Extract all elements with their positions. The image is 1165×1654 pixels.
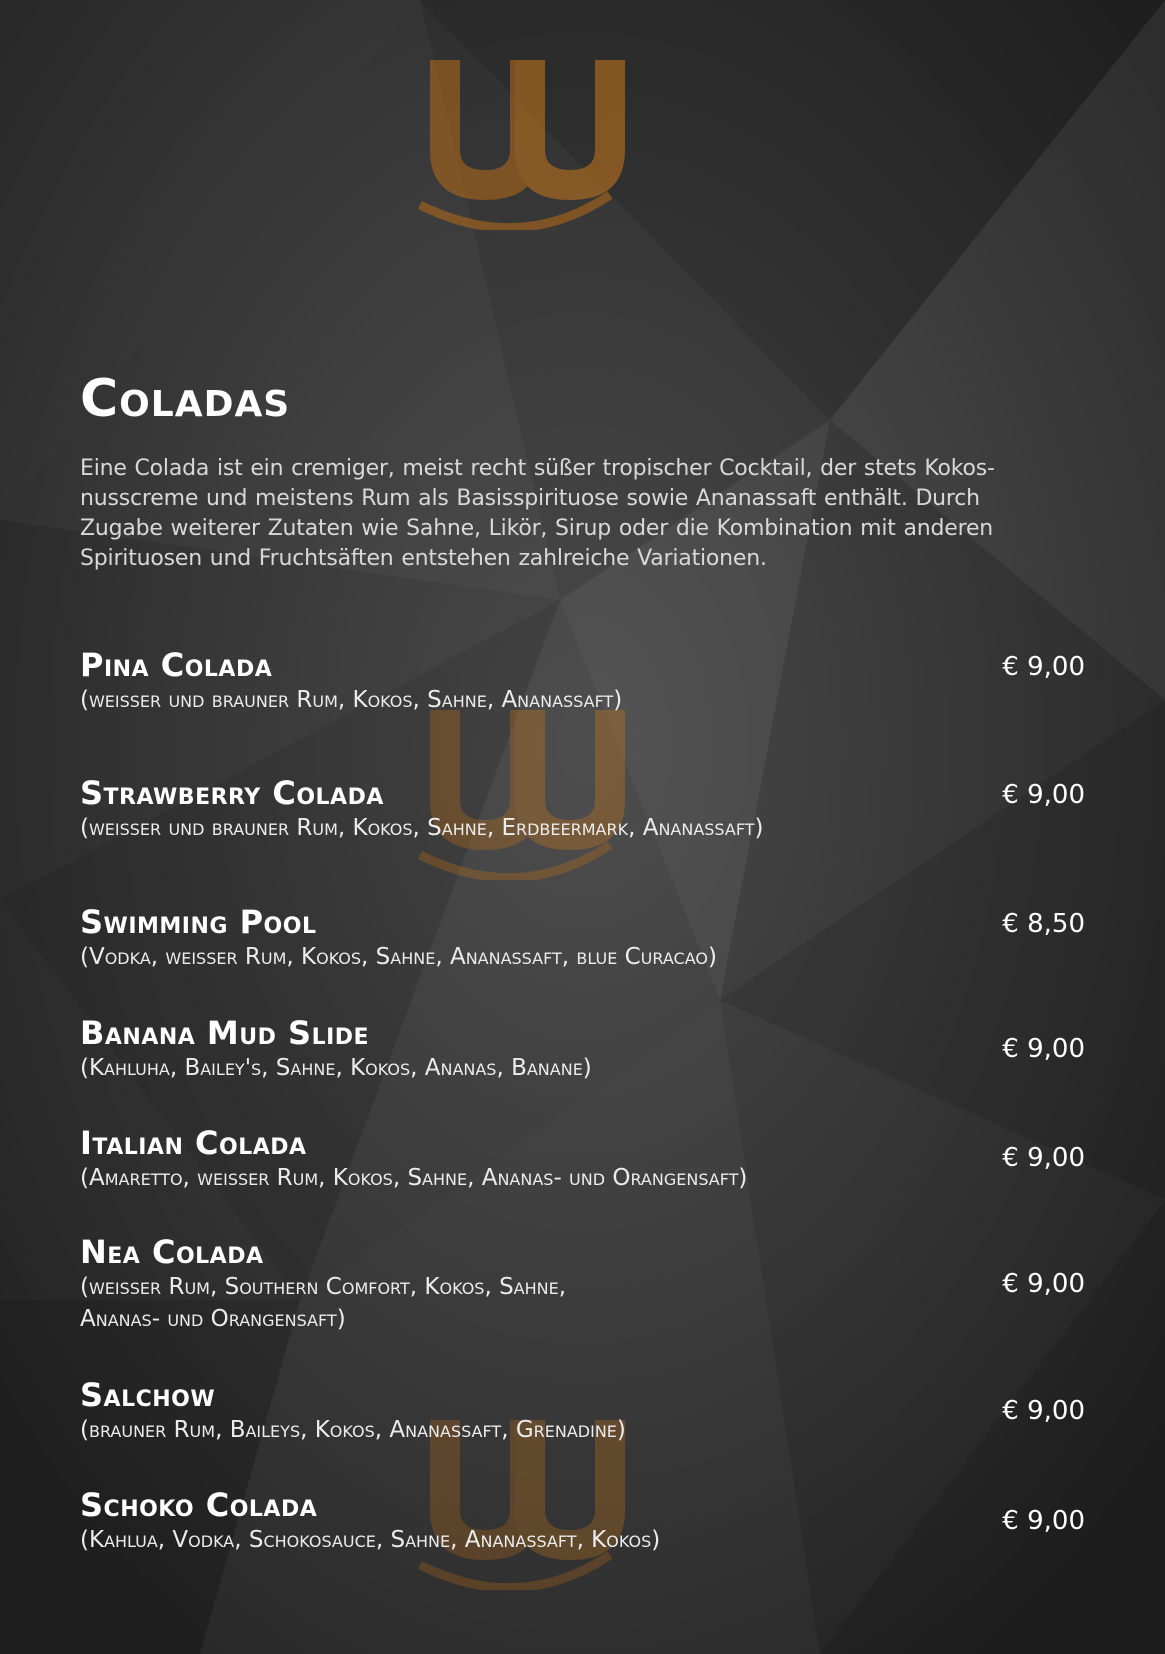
menu-item-price: € 9,00 [1002, 780, 1085, 810]
menu-item [80, 1233, 1085, 1335]
menu-item-description: (weisser und brauner Rum, Kokos, Sahne, Erdbeermark, Ananassaft) [80, 815, 764, 841]
menu-item-description: (weisser und brauner Rum, Kokos, Sahne, Ananassaft) [80, 687, 623, 713]
menu-item [80, 1486, 1085, 1556]
menu-item-name: Salchow [80, 1376, 216, 1414]
menu-item-price: € 9,00 [1002, 1143, 1085, 1173]
menu-item-description: (Kahluha, Bailey's, Sahne, Kokos, Ananas, Banane) [80, 1055, 592, 1081]
intro-text [80, 454, 1080, 574]
menu-item-name: Nea Colada [80, 1233, 264, 1271]
menu-item-price: € 8,50 [1002, 909, 1085, 939]
page-title: Coladas [80, 369, 291, 429]
intro-line: nusscreme und meistens Rum als Basisspirituose sowie Ananassaft enthält. Durch [80, 486, 980, 511]
menu-item-description: (Kahlua, Vodka, Schokosauce, Sahne, Ananassaft, Kokos) [80, 1527, 661, 1553]
menu-item [80, 1376, 1085, 1446]
menu-item-price: € 9,00 [1002, 1269, 1085, 1299]
menu-item-price: € 9,00 [1002, 1506, 1085, 1536]
menu-item-name: Pina Colada [80, 646, 273, 684]
menu-item [80, 1124, 1085, 1194]
intro-line: Eine Colada ist ein cremiger, meist recht süßer tropischer Cocktail, der stets Kokos- [80, 456, 995, 481]
menu-item [80, 774, 1085, 844]
menu-item-name: Schoko Colada [80, 1486, 318, 1524]
menu-item-description: Ananas- und Orangensaft) [80, 1306, 346, 1332]
menu-item-price: € 9,00 [1002, 1034, 1085, 1064]
menu-item [80, 903, 1085, 973]
menu-item [80, 1014, 1085, 1084]
menu-item-price: € 9,00 [1002, 1396, 1085, 1426]
intro-line: Spirituosen und Fruchtsäften entstehen zahlreiche Variationen. [80, 546, 767, 571]
menu-item-name: Italian Colada [80, 1124, 307, 1162]
menu-item-description: (Amaretto, weisser Rum, Kokos, Sahne, Ananas- und Orangensaft) [80, 1165, 748, 1191]
intro-line: Zugabe weiterer Zutaten wie Sahne, Likör, Sirup oder die Kombination mit anderen [80, 516, 994, 541]
menu-page [80, 0, 1085, 1654]
menu-item [80, 646, 1085, 716]
menu-item-description: (brauner Rum, Baileys, Kokos, Ananassaft, Grenadine) [80, 1417, 626, 1443]
menu-item-price: € 9,00 [1002, 652, 1085, 682]
menu-item-description: (Vodka, weisser Rum, Kokos, Sahne, Ananassaft, blue Curacao) [80, 944, 717, 970]
menu-item-name: Strawberry Colada [80, 774, 384, 812]
menu-item-description: (weisser Rum, Southern Comfort, Kokos, Sahne, [80, 1274, 567, 1300]
menu-item-name: Banana Mud Slide [80, 1014, 370, 1052]
menu-item-name: Swimming Pool [80, 903, 317, 941]
